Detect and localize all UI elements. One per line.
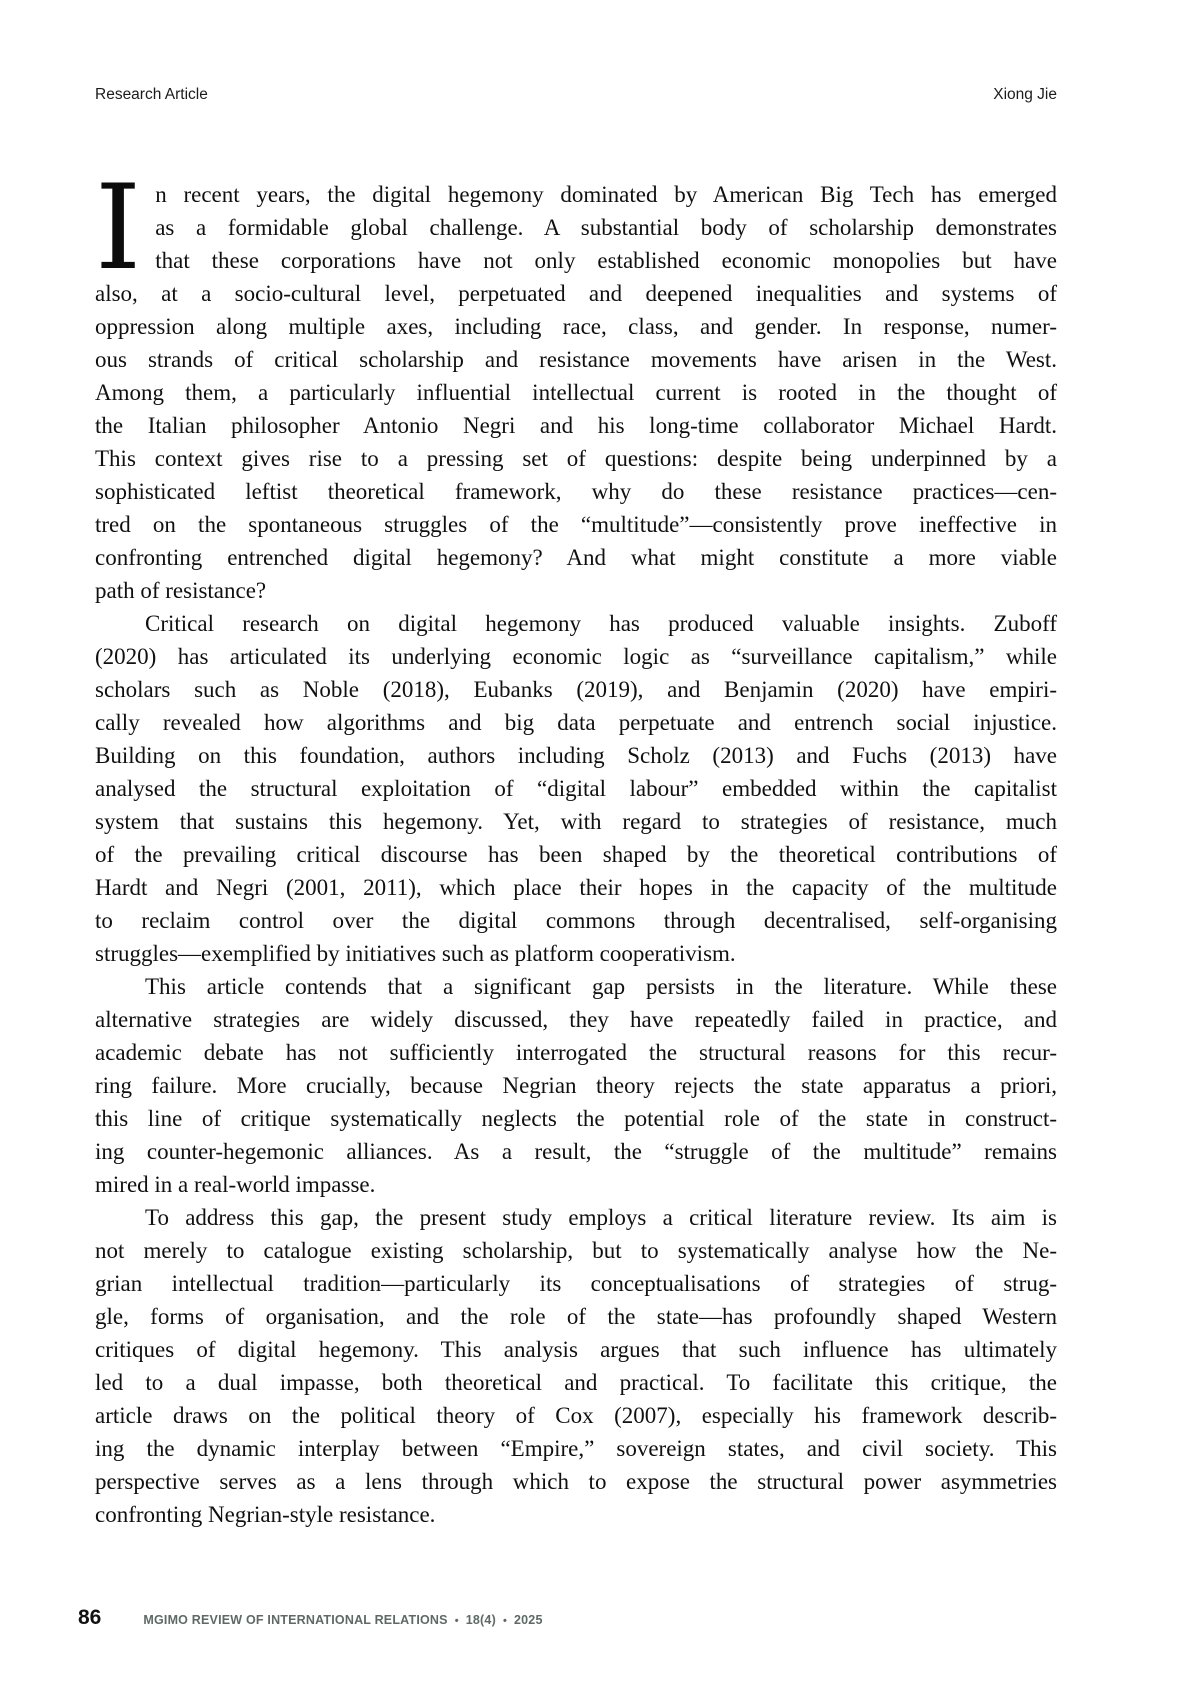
paragraph (95, 607, 1057, 970)
text-line: To address this gap, the present study employs a critical literature review. Its aim is (145, 1205, 1057, 1230)
article-body (95, 159, 1057, 1531)
text-line: mired in a real-world impasse. (95, 1172, 376, 1197)
text-line: path of resistance? (95, 578, 267, 603)
text-line: (2020) has articulated its underlying economic logic as “surveillance capitalism,” while (95, 644, 1057, 669)
paragraph (95, 159, 1057, 607)
text-line: perspective serves as a lens through which to expose the structural power asymmetries (95, 1469, 1057, 1494)
text-line: confronting entrenched digital hegemony? And what might constitute a more viable (95, 545, 1057, 570)
text-line: oppression along multiple axes, including race, class, and gender. In response, numer- (95, 314, 1057, 339)
text-line: tred on the spontaneous struggles of the “multitude”—consistently prove ineffective in (95, 512, 1057, 537)
text-line: gle, forms of organisation, and the role of the state—has profoundly shaped Western (95, 1304, 1057, 1329)
text-line: This article contends that a significant gap persists in the literature. While these (145, 974, 1057, 999)
journal-issue: 18(4) (465, 1613, 496, 1627)
running-footer (78, 1606, 1057, 1630)
text-line: Hardt and Negri (2001, 2011), which place their hopes in the capacity of the multitude (95, 875, 1057, 900)
text-line: the Italian philosopher Antonio Negri and his long-time collaborator Michael Hardt. (95, 413, 1057, 438)
journal-year: 2025 (514, 1613, 543, 1627)
article-type-label: Research Article (95, 86, 208, 103)
text-line: critiques of digital hegemony. This analysis argues that such influence has ultimately (95, 1337, 1057, 1362)
text-line: struggles—exemplified by initiatives such as platform cooperativism. (95, 941, 736, 966)
running-header (95, 86, 1057, 104)
text-line: this line of critique systematically neglects the potential role of the state in construct- (95, 1106, 1057, 1131)
text-line: ous strands of critical scholarship and resistance movements have arisen in the West. (95, 347, 1057, 372)
text-line: cally revealed how algorithms and big data perpetuate and entrench social injustice. (95, 710, 1057, 735)
text-line: alternative strategies are widely discussed, they have repeatedly failed in practice, and (95, 1007, 1057, 1032)
text-line: not merely to catalogue existing scholarship, but to systematically analyse how the Ne- (95, 1238, 1057, 1263)
author-name: Xiong Jie (993, 86, 1057, 103)
bullet-separator: • (454, 1615, 459, 1627)
journal-title: MGIMO REVIEW OF INTERNATIONAL RELATIONS (143, 1613, 448, 1627)
text-line: ing the dynamic interplay between “Empire,” sovereign states, and civil society. This (95, 1436, 1057, 1461)
text-line: Among them, a particularly influential intellectual current is rooted in the thought of (95, 380, 1057, 405)
text-line: ring failure. More crucially, because Negrian theory rejects the state apparatus a priori, (95, 1073, 1057, 1098)
text-line: Building on this foundation, authors including Scholz (2013) and Fuchs (2013) have (95, 743, 1057, 768)
journal-citation (143, 1613, 542, 1627)
text-line: academic debate has not sufficiently interrogated the structural reasons for this recur- (95, 1040, 1057, 1065)
text-line: sophisticated leftist theoretical framework, why do these resistance practices—cen- (95, 479, 1057, 504)
paragraph (95, 970, 1057, 1201)
text-line: ing counter-hegemonic alliances. As a result, the “struggle of the multitude” remains (95, 1139, 1057, 1164)
text-line: as a formidable global challenge. A substantial body of scholarship demonstrates (155, 215, 1057, 240)
text-line: This context gives rise to a pressing set of questions: despite being underpinned by a (95, 446, 1057, 471)
text-line: also, at a socio-cultural level, perpetuated and deepened inequalities and systems of (95, 281, 1057, 306)
bullet-separator: • (502, 1615, 507, 1627)
text-line: grian intellectual tradition—particularly its conceptualisations of strategies of strug- (95, 1271, 1057, 1296)
text-line: article draws on the political theory of Cox (2007), especially his framework describ- (95, 1403, 1057, 1428)
text-line: analysed the structural exploitation of “digital labour” embedded within the capitalist (95, 776, 1057, 801)
text-line: Critical research on digital hegemony has produced valuable insights. Zuboff (145, 611, 1057, 636)
text-line: confronting Negrian-style resistance. (95, 1502, 436, 1527)
text-line: to reclaim control over the digital commons through decentralised, self-organising (95, 908, 1057, 933)
text-line: n recent years, the digital hegemony dominated by American Big Tech has emerged (155, 182, 1057, 207)
text-line: led to a dual impasse, both theoretical and practical. To facilitate this critique, the (95, 1370, 1057, 1395)
text-line: of the prevailing critical discourse has been shaped by the theoretical contributions of (95, 842, 1057, 867)
drop-cap: I (95, 159, 142, 296)
paragraph (95, 1201, 1057, 1531)
text-line: scholars such as Noble (2018), Eubanks (2019), and Benjamin (2020) have empiri- (95, 677, 1057, 702)
page-number: 86 (78, 1606, 102, 1629)
text-line: that these corporations have not only established economic monopolies but have (155, 248, 1057, 273)
text-line: system that sustains this hegemony. Yet, with regard to strategies of resistance, much (95, 809, 1057, 834)
